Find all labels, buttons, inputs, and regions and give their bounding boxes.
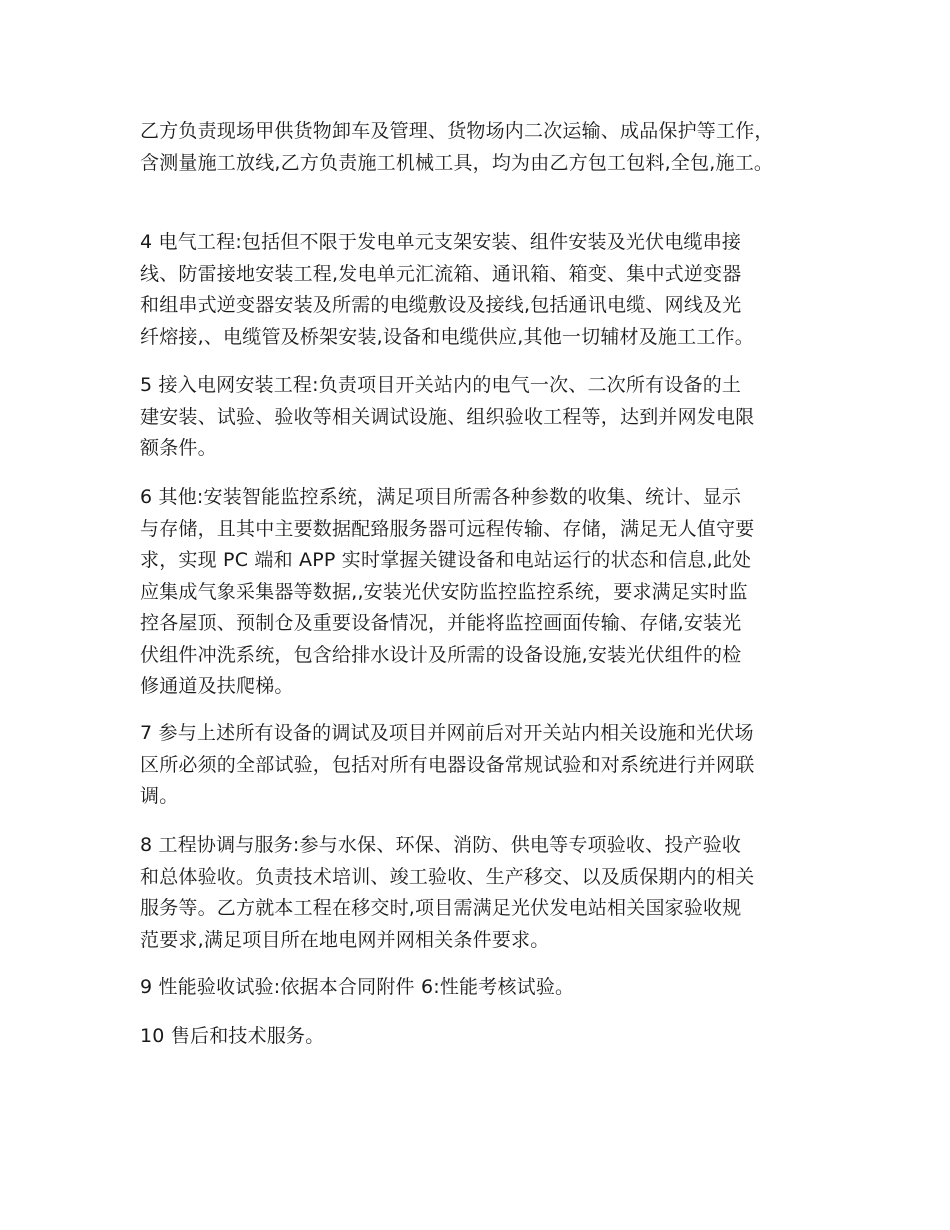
paragraph-coordination-services: 8 工程协调与服务:参与水保、环保、消防、供电等专项验收、投产验收 和总体验收。负责技术培训、竣工验收、生产移交、以及质保期内的相关 服务等。乙方就本工程在移交时,项目需满足光伏发电站相关国家验收规 范要求,满足项目所在地电网并网相关条件要求。: [140, 834, 755, 951]
paragraph-electrical-works: 4 电气工程:包括但不限于发电单元支架安装、组件安装及光伏电缆串接 线、防雷接地安装工程,发电单元汇流箱、通讯箱、箱变、集中式逆变器 和组串式逆变器安装及所需的电缆敷设及接线,包括通讯电缆、网线及光 纤熔接,、电缆管及桥架安装,设备和电缆供应,其他一切辅材及施工工作。: [140, 231, 754, 348]
paragraph-scope-intro: 乙方负责现场甲供货物卸车及管理、货物场内二次运输、成品保护等工作， 含测量施工放线,乙方负责施工机械工具，均为由乙方包工包料,全包,施工。: [140, 120, 774, 174]
paragraph-other-monitoring: 6 其他:安装智能监控系统，满足项目所需各种参数的收集、统计、显示 与存储，且其中主要数据配臵服务器可远程传输、存储，满足无人值守要 求，实现 PC 端和 APP 实时掌握关键设备和电站运行的状态和信息,此处 应集成气象采集器等数据,,安装光伏安防监控监控系统，要求满足实时监 控各屋顶、预制仓及重要设备情况，并能将监控画面传输、存储,安装光 伏组件冲洗系统，包含给排水设计及所需的设备设施,安装光伏组件的检 修通道及扶爬梯。: [140, 486, 755, 697]
paragraph-grid-connection: 5 接入电网安装工程:负责项目开关站内的电气一次、二次所有设备的土 建安装、试验、验收等相关调试设施、组织验收工程等，达到并网发电限 额条件。: [140, 374, 755, 459]
paragraph-performance-test: 9 性能验收试验:依据本合同附件 6:性能考核试验。: [140, 976, 575, 998]
paragraph-commissioning-tests: 7 参与上述所有设备的调试及项目并网前后对开关站内相关设施和光伏场 区所必须的全部试验，包括对所有电器设备常规试验和对系统进行并网联 调。: [140, 722, 755, 807]
paragraph-after-sales: 10 售后和技术服务。: [140, 1025, 325, 1047]
